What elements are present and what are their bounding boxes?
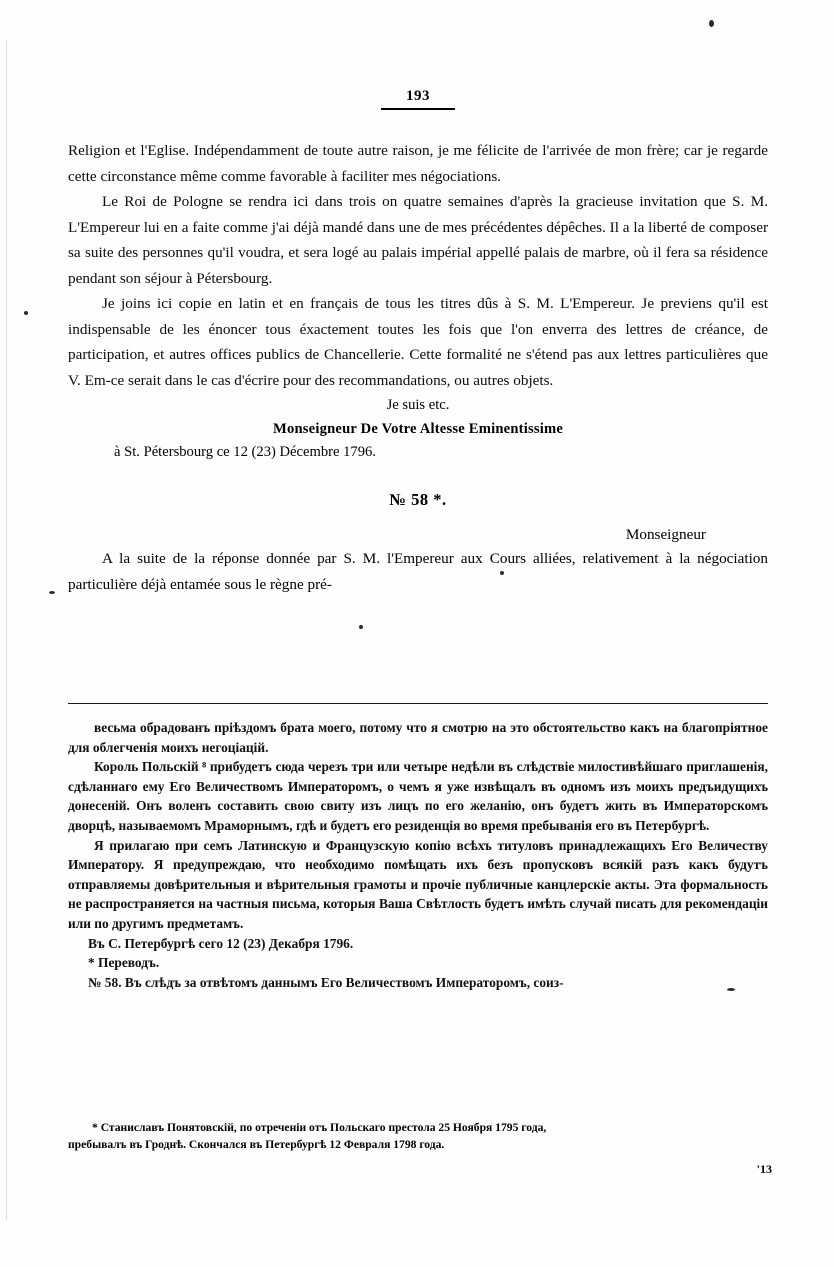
- paragraph: Le Roi de Pologne se rendra ici dans trois on quatre semaines d'après la gracieuse invitation que S. M. L'Empereur lui en a faite comme j'ai déjà mandé dans une de mes précédentes dépêches. Il a la liberté de composer sa suite des personnes qu'il voudra, et sera logé au palais impérial appellé palais de marbre, où il fera sa résidence pendant son séjour à Pétersbourg.: [68, 193, 768, 287]
- signature-mark: '13: [756, 1162, 772, 1176]
- paragraph: A la suite de la réponse donnée par S. M. l'Empereur aux Cours alliées, relativement à la négociation particulière déjà entamée sous le règne pré-: [68, 550, 768, 593]
- next-entry-line: № 58. Въ слѣдъ за отвѣтомъ даннымъ Его Величествомъ Императоромъ, соиз-: [88, 974, 564, 990]
- closing-address: Monseigneur De Votre Altesse Eminentissime: [273, 421, 563, 437]
- paragraph: Je joins ici copie en latin et en français de tous les titres dûs à S. M. L'Empereur. Je previens qu'il est indispensable de les énoncer tous éxactement toutes les fois que l'on enverra des lettres de créance, de participation, et autres offices publics de Chancellerie. Cette formalité ne s'étend pas aux lettres particulières que V. Em-ce serait dans le cas d'écrire pour des recommandations, ou autres objets.: [68, 295, 768, 389]
- letter-salutation: Monseigneur: [625, 526, 706, 543]
- scan-speck: [24, 311, 28, 315]
- footnote-line: * Станиславъ Понятовскій, по отреченіи отъ Польскаго престола 25 Ноября 1795 года,: [92, 1121, 547, 1134]
- page-content: [68, 88, 768, 597]
- scan-speck: [709, 20, 714, 27]
- russian-dateline: Въ С. Петербургѣ сего 12 (23) Декабря 1796.: [88, 935, 354, 951]
- paragraph: Я прилагаю при семъ Латинскую и Французскую копію всѣхъ титуловъ принадлежащихъ Его Величеству Императору. Я предупреждаю, что необходимо помѣщать ихъ безъ пропусковъ всякій разъ какъ будутъ отправляемы довѣрительныя и вѣрительныя грамоты и прочіе публичные канцлерскіе акты. Эта формальность не распространяется на частныя письма, которыя Ваша Свѣтлость будетъ имѣть случай писать для рекомендаціи или по другимъ предметамъ.: [68, 837, 768, 931]
- closing-salutation: Je suis etc.: [386, 397, 450, 413]
- footnote-line: пребывалъ въ Гроднѣ. Скончался въ Петербургѣ 12 Февраля 1798 года.: [68, 1137, 445, 1151]
- section-number: № 58 *.: [389, 490, 447, 509]
- header-rule: [381, 108, 455, 110]
- dateline: à St. Pétersbourg ce 12 (23) Décembre 1796.: [114, 444, 376, 460]
- scan-speck: [49, 591, 55, 594]
- paragraph: Король Польскій ⁸ прибудетъ сюда черезъ три или четыре недѣли въ слѣдствіе милостивѣйшаго приглашенія, сдѣланнаго ему Его Величествомъ Императоромъ, о чемъ я уже извѣщалъ въ одномъ изъ моихъ предъидущихъ донесеній. Онъ воленъ составить свою свиту изъ лицъ по его желанію, онъ будетъ жить въ Императорскомъ дворцѣ, называемомъ Мраморнымъ, гдѣ и будетъ его резиденція во время пребыванія его въ Петербургѣ.: [68, 759, 768, 833]
- russian-translation-block: [68, 718, 768, 992]
- french-text-block-2: [68, 546, 768, 597]
- paragraph: весьма обрадованъ пріѣздомъ брата моего, потому что я смотрю на это обстоятельство какъ на благопріятное для облегченія моихъ негоціацій.: [68, 720, 768, 755]
- section-divider: [68, 703, 768, 704]
- scan-speck: [359, 625, 363, 629]
- translation-note: * Переводъ.: [88, 955, 160, 971]
- footnote-block: [68, 1120, 768, 1153]
- page-edge-line: [6, 40, 7, 1220]
- paragraph: Religion et l'Eglise. Indépendamment de toute autre raison, je me félicite de l'arrivée de mon frère; car je regarde cette circonstance même comme favorable à faciliter mes négociations.: [68, 142, 768, 185]
- page-number: 193: [406, 88, 430, 104]
- french-text-block: [68, 138, 768, 393]
